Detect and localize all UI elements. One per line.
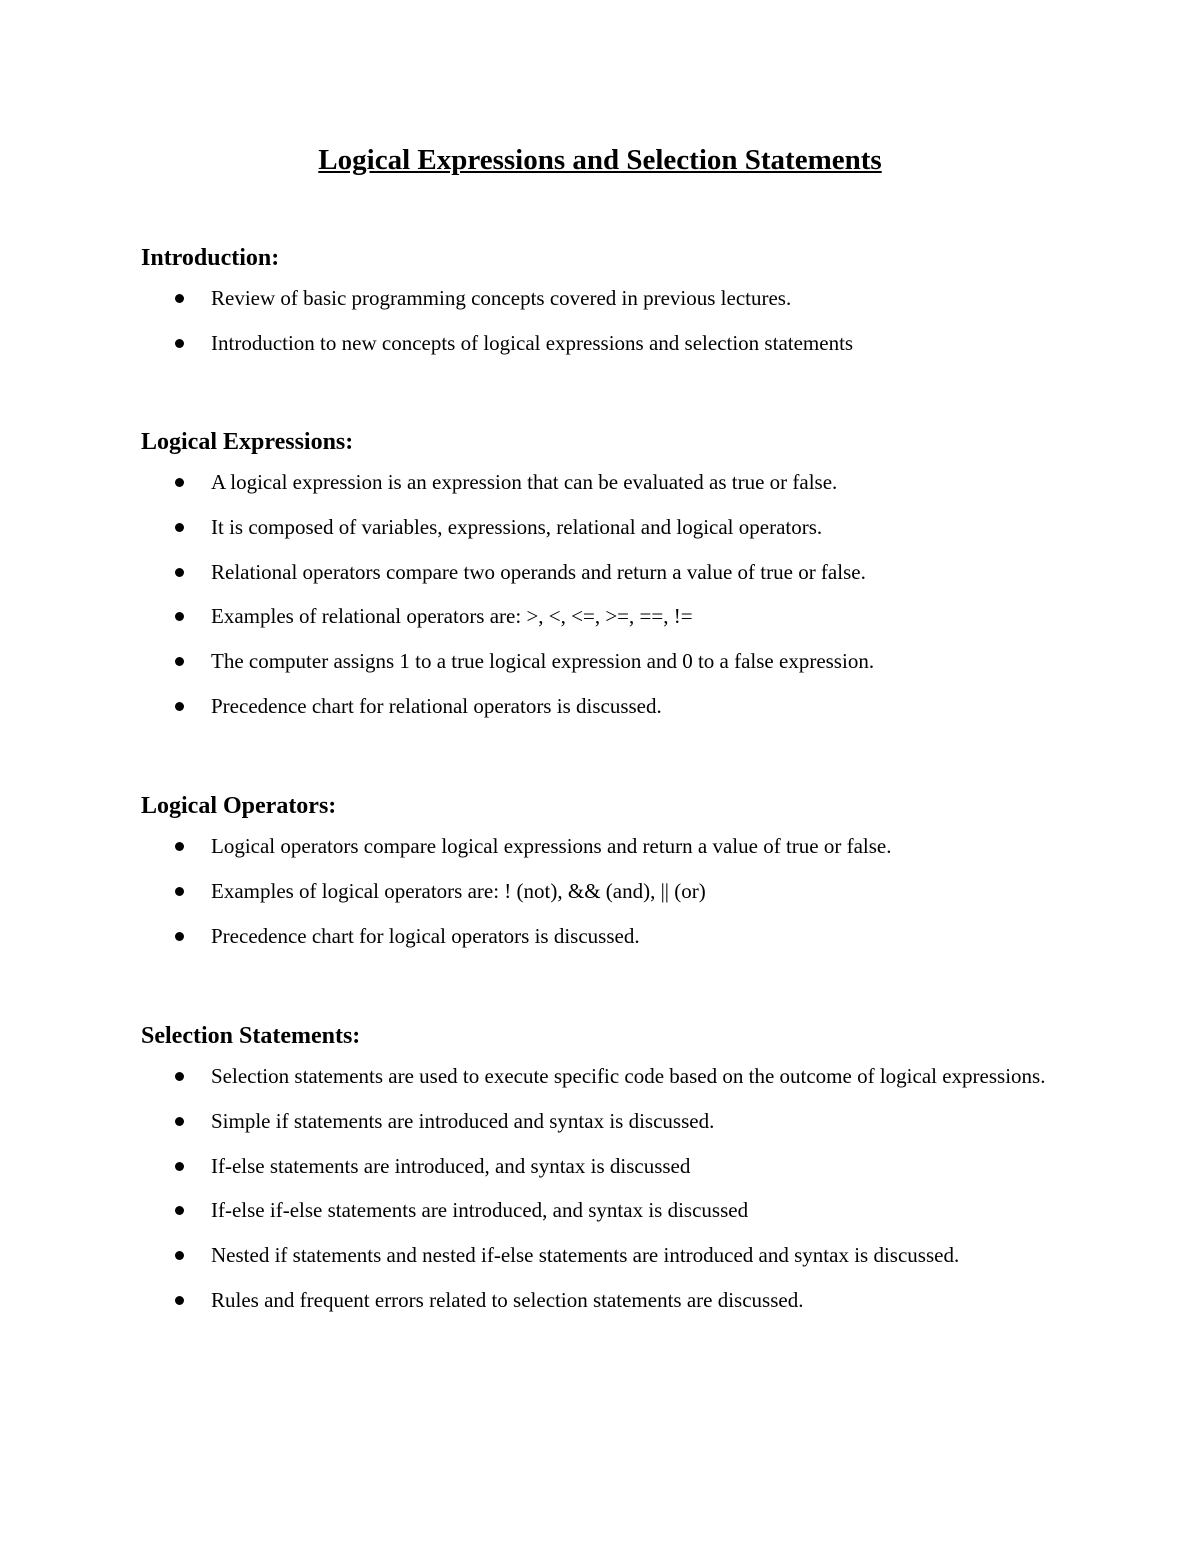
list-item bbox=[141, 512, 1061, 542]
list-item bbox=[141, 557, 1061, 587]
bullet-list bbox=[141, 467, 1061, 721]
list-item bbox=[141, 921, 1061, 951]
bullet-icon bbox=[175, 702, 184, 711]
section-heading: Introduction: bbox=[141, 245, 280, 271]
bullet-icon bbox=[175, 887, 184, 896]
bullet-icon bbox=[175, 1072, 184, 1081]
list-item-text: If-else if-else statements are introduced, and syntax is discussed bbox=[211, 1198, 749, 1223]
list-item-text: The computer assigns 1 to a true logical expression and 0 to a false expression. bbox=[211, 649, 875, 674]
section-heading: Selection Statements: bbox=[141, 1023, 361, 1049]
list-item-text: Nested if statements and nested if-else statements are introduced and syntax is discussed. bbox=[211, 1243, 960, 1268]
section-heading: Logical Operators: bbox=[141, 793, 337, 819]
bullet-list bbox=[141, 283, 1061, 358]
bullet-icon bbox=[175, 478, 184, 487]
bullet-icon bbox=[175, 1206, 184, 1215]
list-item-text: Selection statements are used to execute specific code based on the outcome of logical expressions. bbox=[211, 1064, 1046, 1088]
list-item-text: Examples of relational operators are: >, <, <=, >=, ==, != bbox=[211, 604, 693, 629]
section-logical-expressions bbox=[141, 426, 1061, 736]
list-item bbox=[141, 1151, 1061, 1181]
bullet-list bbox=[141, 831, 1061, 951]
bullet-icon bbox=[175, 932, 184, 941]
list-item bbox=[141, 328, 1061, 358]
list-item bbox=[141, 1240, 1061, 1270]
bullet-icon bbox=[175, 1251, 184, 1260]
list-item-text: If-else statements are introduced, and syntax is discussed bbox=[211, 1153, 691, 1178]
list-item bbox=[141, 1285, 1061, 1315]
bullet-icon bbox=[175, 612, 184, 621]
list-item bbox=[141, 283, 1061, 313]
list-item-text: Logical operators compare logical expressions and return a value of true or false. bbox=[211, 834, 892, 858]
document-title: Logical Expressions and Selection Statements bbox=[318, 144, 882, 176]
bullet-icon bbox=[175, 842, 184, 851]
bullet-icon bbox=[175, 523, 184, 532]
bullet-icon bbox=[175, 294, 184, 303]
bullet-icon bbox=[175, 1117, 184, 1126]
list-item bbox=[141, 1106, 1061, 1136]
section-introduction bbox=[141, 242, 1061, 373]
list-item bbox=[141, 601, 1061, 631]
list-item-text: Review of basic programming concepts covered in previous lectures. bbox=[211, 286, 792, 310]
list-item-text: Rules and frequent errors related to selection statements are discussed. bbox=[211, 1287, 804, 1312]
section-heading: Logical Expressions: bbox=[141, 429, 354, 455]
bullet-icon bbox=[175, 568, 184, 577]
list-item-text: Examples of logical operators are: ! (not), && (and), || (or) bbox=[211, 878, 706, 903]
list-item bbox=[141, 831, 1061, 861]
bullet-icon bbox=[175, 657, 184, 666]
list-item-text: A logical expression is an expression that can be evaluated as true or false. bbox=[211, 470, 838, 494]
list-item-text: It is composed of variables, expressions, relational and logical operators. bbox=[211, 514, 823, 539]
list-item bbox=[141, 646, 1061, 676]
list-item-text: Precedence chart for relational operators is discussed. bbox=[211, 693, 662, 718]
bullet-list bbox=[141, 1061, 1061, 1315]
list-item bbox=[141, 467, 1061, 497]
list-item bbox=[141, 876, 1061, 906]
bullet-icon bbox=[175, 339, 184, 348]
bullet-icon bbox=[175, 1162, 184, 1171]
section-logical-operators bbox=[141, 790, 1061, 965]
bullet-icon bbox=[175, 1296, 184, 1305]
list-item-text: Introduction to new concepts of logical expressions and selection statements bbox=[211, 330, 854, 355]
list-item bbox=[141, 1061, 1061, 1091]
list-item bbox=[141, 1195, 1061, 1225]
list-item-text: Relational operators compare two operands and return a value of true or false. bbox=[211, 559, 866, 584]
section-selection-statements bbox=[141, 1020, 1061, 1330]
list-item-text: Precedence chart for logical operators is discussed. bbox=[211, 923, 640, 948]
list-item-text: Simple if statements are introduced and syntax is discussed. bbox=[211, 1108, 715, 1133]
list-item bbox=[141, 691, 1061, 721]
